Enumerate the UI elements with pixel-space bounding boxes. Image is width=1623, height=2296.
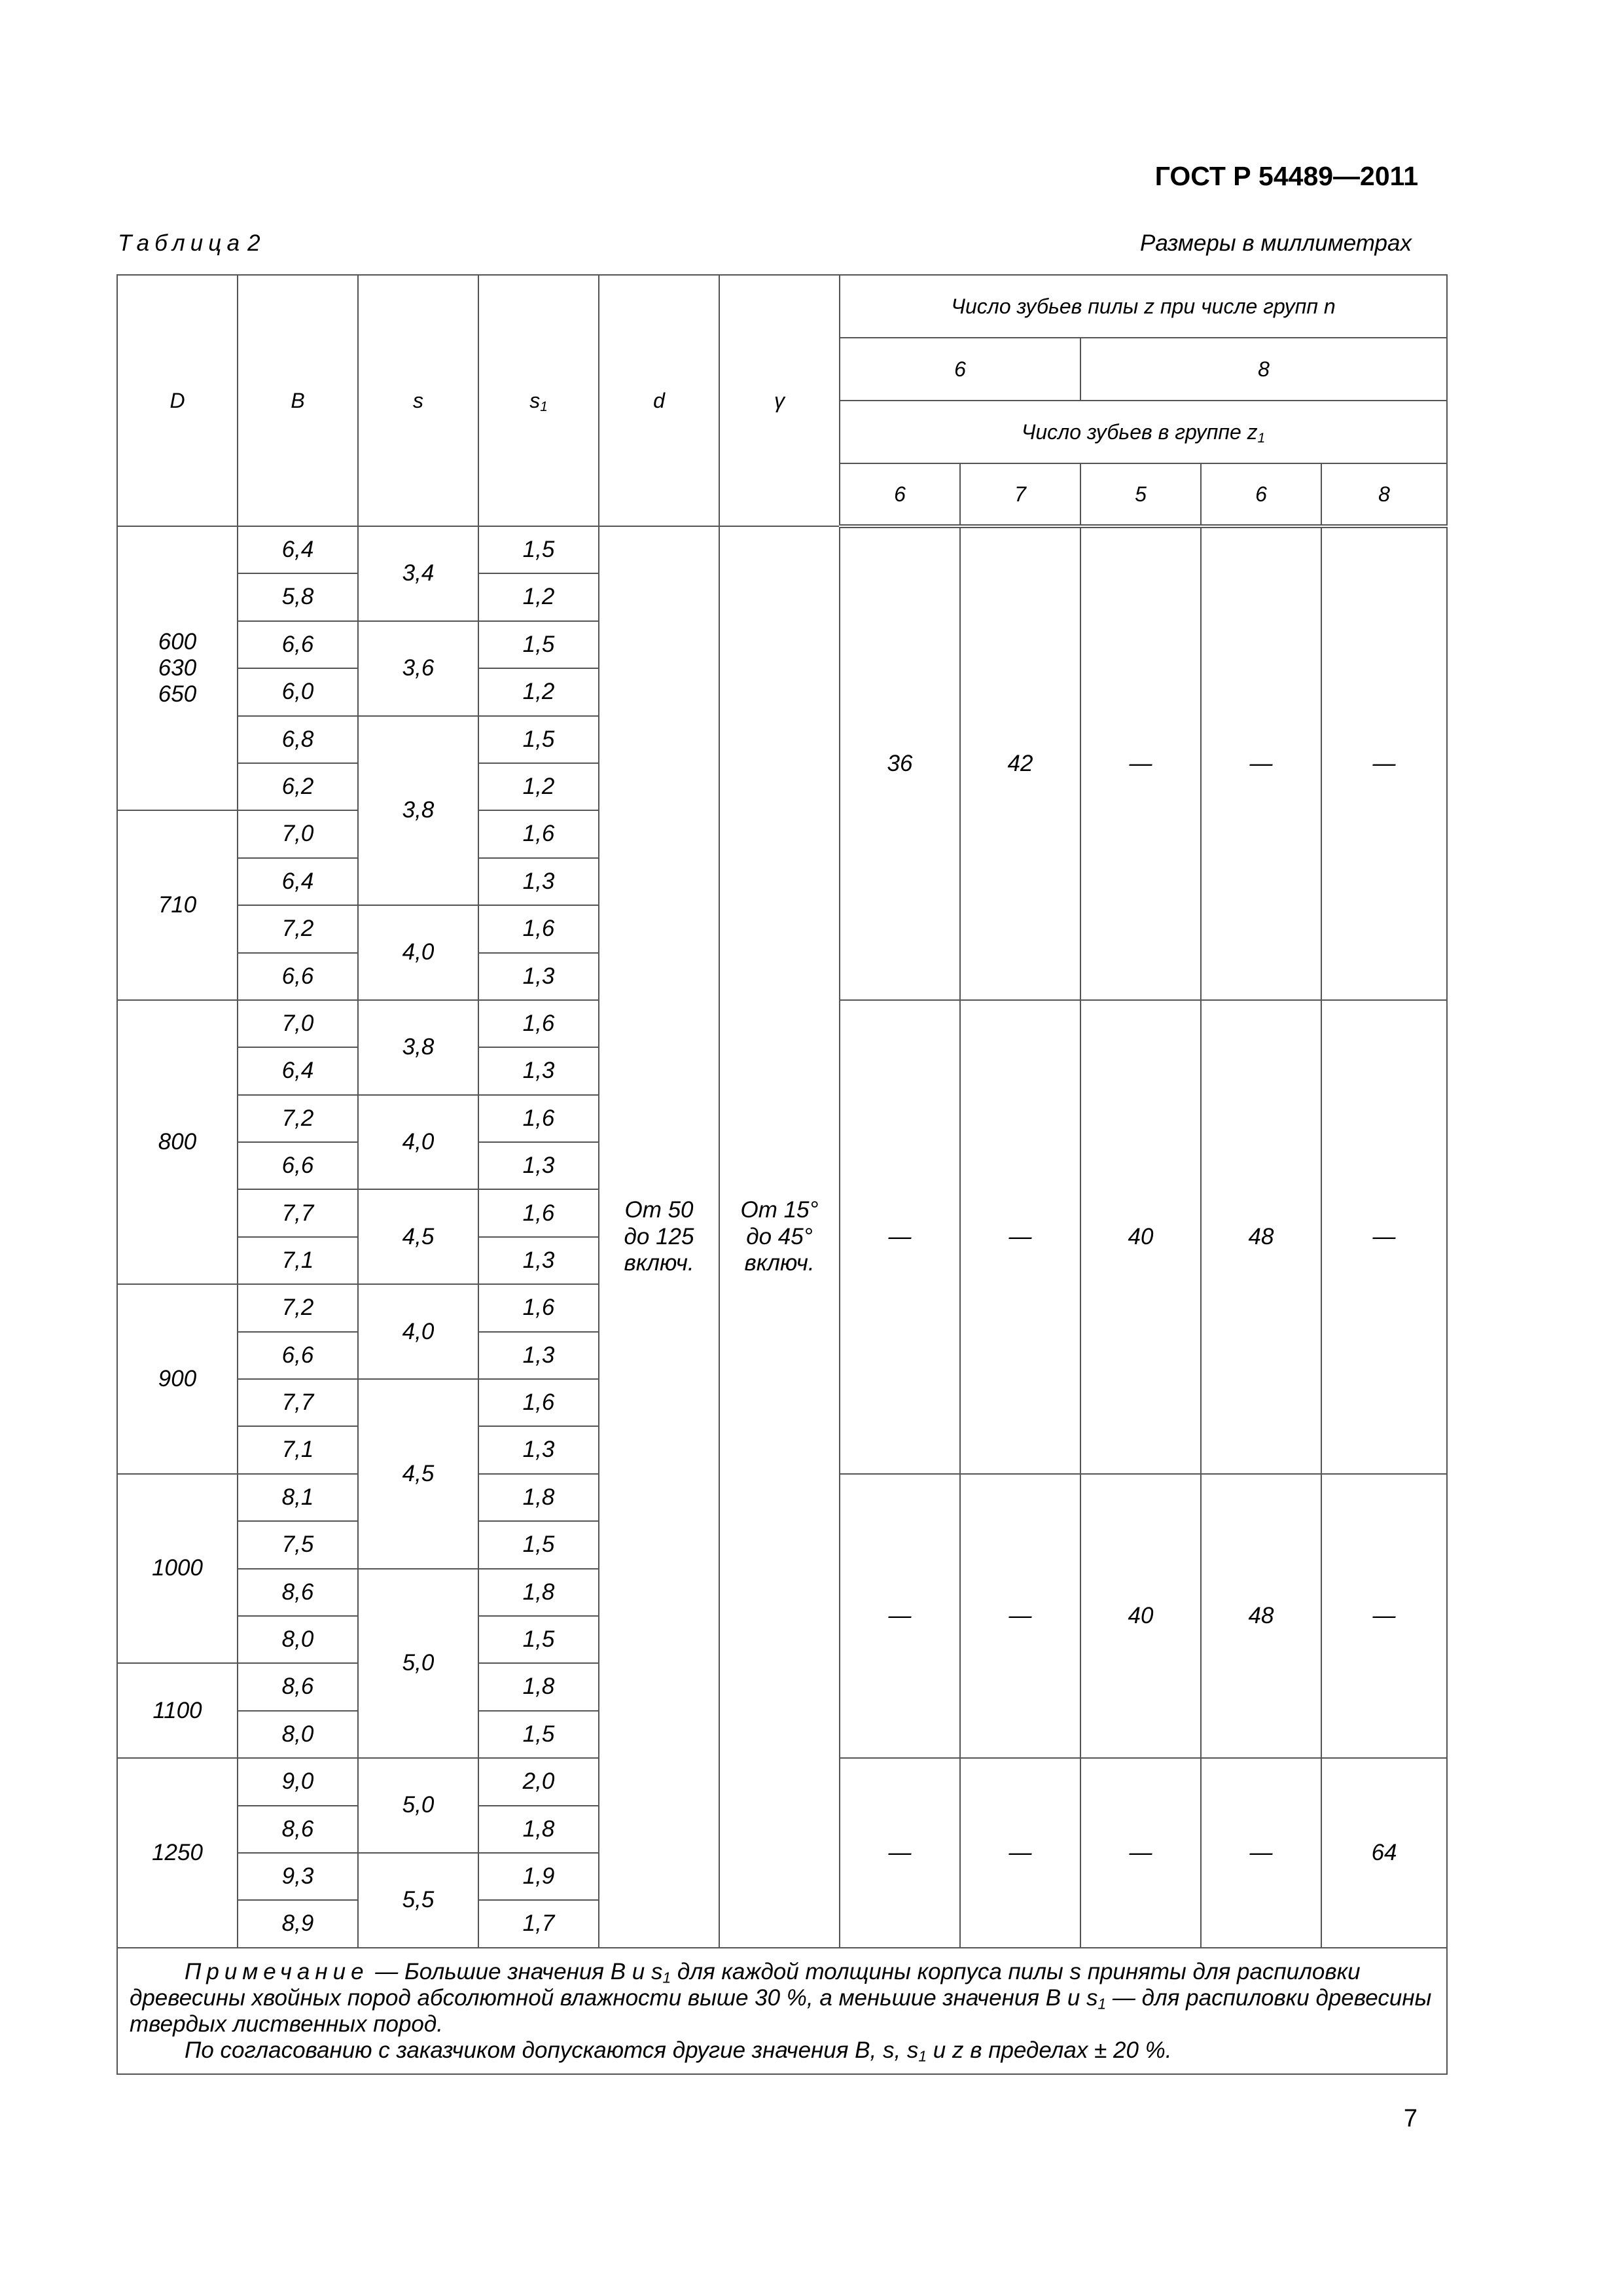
col-header-n8: 8 xyxy=(1080,338,1447,401)
cell-teeth: — xyxy=(1321,1474,1447,1758)
cell-s1: 1,5 xyxy=(478,1711,599,1758)
table-title xyxy=(118,230,260,257)
cell-B: 9,3 xyxy=(238,1853,358,1900)
cell-s: 3,8 xyxy=(358,1000,478,1095)
cell-teeth: 48 xyxy=(1201,1474,1321,1758)
cell-s: 4,5 xyxy=(358,1379,478,1569)
cell-s: 3,4 xyxy=(358,526,478,621)
col-header-z1: 5 xyxy=(1080,463,1201,526)
cell-B: 6,6 xyxy=(238,1142,358,1189)
note-text: — Большие значения B и s xyxy=(368,1958,663,1984)
cell-teeth: — xyxy=(960,1758,1080,1948)
cell-s1: 1,6 xyxy=(478,905,599,952)
note-sub: 1 xyxy=(662,1969,671,1986)
cell-D: 900 xyxy=(117,1284,238,1474)
cell-B: 6,4 xyxy=(238,1047,358,1094)
cell-B: 7,2 xyxy=(238,905,358,952)
note-paragraph-1 xyxy=(130,1959,1435,2038)
col-header-B: B xyxy=(238,275,358,526)
cell-s1: 1,6 xyxy=(478,810,599,857)
cell-teeth: — xyxy=(1321,526,1447,1000)
cell-teeth: 40 xyxy=(1080,1474,1201,1758)
col-header-s1-base: s xyxy=(529,388,541,412)
cell-B: 7,7 xyxy=(238,1379,358,1426)
table-title-number: 2 xyxy=(247,230,260,256)
table-row xyxy=(117,526,1447,573)
cell-teeth: — xyxy=(840,1474,960,1758)
dimensions-table xyxy=(116,274,1448,2075)
cell-s1: 1,6 xyxy=(478,1000,599,1047)
col-header-z1: 7 xyxy=(960,463,1080,526)
cell-d: От 50 до 125 включ. xyxy=(599,526,719,1948)
cell-s1: 1,6 xyxy=(478,1379,599,1426)
note-text: По согласованию с заказчиком допускаются другие значения B, s, s xyxy=(185,2037,919,2064)
cell-s1: 2,0 xyxy=(478,1758,599,1805)
col-header-gamma: γ xyxy=(719,275,840,526)
cell-s1: 1,5 xyxy=(478,1521,599,1568)
note-sub: 1 xyxy=(1097,1995,1107,2013)
cell-teeth: 64 xyxy=(1321,1758,1447,1948)
col-header-teeth-group-base: Число зубьев в группе z xyxy=(1021,420,1258,444)
cell-D: 1100 xyxy=(117,1663,238,1758)
cell-s1: 1,6 xyxy=(478,1095,599,1142)
cell-s1: 1,2 xyxy=(478,763,599,810)
cell-D: 600 630 650 xyxy=(117,526,238,810)
cell-D: 1250 xyxy=(117,1758,238,1948)
cell-B: 7,0 xyxy=(238,1000,358,1047)
cell-B: 7,1 xyxy=(238,1237,358,1284)
cell-s: 5,5 xyxy=(358,1853,478,1948)
cell-s1: 1,3 xyxy=(478,1426,599,1473)
cell-B: 9,0 xyxy=(238,1758,358,1805)
cell-teeth: 36 xyxy=(840,526,960,1000)
cell-B: 6,8 xyxy=(238,716,358,763)
cell-B: 6,6 xyxy=(238,621,358,668)
cell-B: 8,6 xyxy=(238,1663,358,1710)
col-header-z1: 8 xyxy=(1321,463,1447,526)
cell-s1: 1,5 xyxy=(478,526,599,573)
cell-B: 8,9 xyxy=(238,1900,358,1947)
cell-s: 4,0 xyxy=(358,905,478,1000)
cell-B: 7,5 xyxy=(238,1521,358,1568)
cell-s: 5,0 xyxy=(358,1569,478,1759)
page-number: 7 xyxy=(1403,2105,1418,2132)
cell-B: 8,1 xyxy=(238,1474,358,1521)
cell-B: 8,6 xyxy=(238,1569,358,1616)
cell-B: 8,6 xyxy=(238,1806,358,1853)
table-title-word: Таблица xyxy=(118,230,245,256)
col-header-teeth-total: Число зубьев пилы z при числе групп n xyxy=(840,275,1447,338)
cell-gamma: От 15° до 45° включ. xyxy=(719,526,840,1948)
cell-teeth: — xyxy=(1321,1000,1447,1474)
cell-s1: 1,3 xyxy=(478,1237,599,1284)
cell-s1: 1,3 xyxy=(478,1332,599,1379)
cell-B: 6,0 xyxy=(238,668,358,715)
cell-s1: 1,2 xyxy=(478,573,599,620)
col-header-z1: 6 xyxy=(1201,463,1321,526)
col-header-teeth-group xyxy=(840,401,1447,463)
note-paragraph-2 xyxy=(130,2037,1435,2064)
cell-B: 7,7 xyxy=(238,1189,358,1236)
cell-s1: 1,3 xyxy=(478,953,599,1000)
cell-B: 8,0 xyxy=(238,1711,358,1758)
cell-teeth: 42 xyxy=(960,526,1080,1000)
cell-B: 8,0 xyxy=(238,1616,358,1663)
cell-s1: 1,5 xyxy=(478,716,599,763)
cell-s1: 1,8 xyxy=(478,1474,599,1521)
cell-s: 5,0 xyxy=(358,1758,478,1853)
note-label: Примечание xyxy=(185,1958,369,1984)
cell-teeth: — xyxy=(1080,1758,1201,1948)
cell-s1: 1,3 xyxy=(478,1142,599,1189)
cell-s1: 1,7 xyxy=(478,1900,599,1947)
cell-B: 6,4 xyxy=(238,858,358,905)
cell-B: 7,0 xyxy=(238,810,358,857)
document-id: ГОСТ Р 54489—2011 xyxy=(1154,161,1418,191)
cell-s1: 1,8 xyxy=(478,1663,599,1710)
cell-s1: 1,9 xyxy=(478,1853,599,1900)
cell-s1: 1,6 xyxy=(478,1189,599,1236)
cell-B: 6,4 xyxy=(238,526,358,573)
cell-teeth: 40 xyxy=(1080,1000,1201,1474)
cell-B: 5,8 xyxy=(238,573,358,620)
col-header-d: d xyxy=(599,275,719,526)
cell-s1: 1,8 xyxy=(478,1569,599,1616)
col-header-n6: 6 xyxy=(840,338,1080,401)
note-sub: 1 xyxy=(918,2048,927,2066)
col-header-s1-sub: 1 xyxy=(540,399,548,414)
cell-teeth: — xyxy=(1201,1758,1321,1948)
cell-s: 4,0 xyxy=(358,1284,478,1379)
cell-s1: 1,6 xyxy=(478,1284,599,1331)
cell-s1: 1,3 xyxy=(478,1047,599,1094)
cell-s: 3,8 xyxy=(358,716,478,906)
col-header-teeth-group-sub: 1 xyxy=(1257,430,1266,446)
cell-teeth: — xyxy=(960,1474,1080,1758)
cell-B: 6,6 xyxy=(238,953,358,1000)
col-header-s1 xyxy=(478,275,599,526)
cell-s: 4,0 xyxy=(358,1095,478,1190)
cell-B: 7,1 xyxy=(238,1426,358,1473)
note-row xyxy=(117,1948,1447,2074)
col-header-D: D xyxy=(117,275,238,526)
cell-s1: 1,5 xyxy=(478,621,599,668)
cell-s1: 1,5 xyxy=(478,1616,599,1663)
table-note xyxy=(117,1948,1447,2074)
col-header-s: s xyxy=(358,275,478,526)
cell-teeth: — xyxy=(1201,526,1321,1000)
cell-B: 7,2 xyxy=(238,1095,358,1142)
note-text: — для распиловки древесины твердых лиственных пород. xyxy=(130,1984,1432,2037)
cell-B: 7,2 xyxy=(238,1284,358,1331)
cell-teeth: — xyxy=(1080,526,1201,1000)
cell-s1: 1,3 xyxy=(478,858,599,905)
units-caption: Размеры в миллиметрах xyxy=(1140,230,1412,256)
col-header-z1: 6 xyxy=(840,463,960,526)
note-text: для каждой толщины корпуса пилы s приняты для распиловки древесины хвойных пород абсолютной влажности выше 30 %, а меньшие значения B и s xyxy=(130,1958,1361,2011)
cell-s: 3,6 xyxy=(358,621,478,716)
note-text: и z в пределах ± 20 %. xyxy=(927,2037,1172,2064)
cell-B: 6,2 xyxy=(238,763,358,810)
cell-D: 710 xyxy=(117,810,238,1000)
cell-teeth: — xyxy=(960,1000,1080,1474)
cell-B: 6,6 xyxy=(238,1332,358,1379)
cell-s1: 1,2 xyxy=(478,668,599,715)
cell-teeth: — xyxy=(840,1000,960,1474)
cell-D: 800 xyxy=(117,1000,238,1284)
cell-D: 1000 xyxy=(117,1474,238,1664)
cell-s: 4,5 xyxy=(358,1189,478,1284)
cell-teeth: — xyxy=(840,1758,960,1948)
cell-teeth: 48 xyxy=(1201,1000,1321,1474)
cell-s1: 1,8 xyxy=(478,1806,599,1853)
